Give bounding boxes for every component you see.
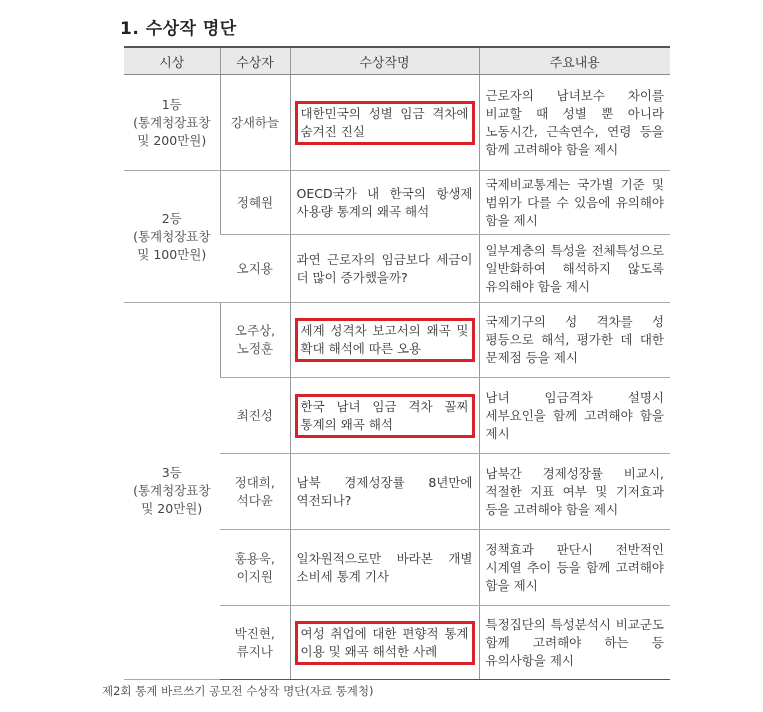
rank-label: 3등 [161, 465, 182, 480]
winner-name: 최진성 [236, 407, 273, 423]
rank-amount: 및 20만원) [141, 501, 203, 516]
winner-cell [220, 606, 290, 680]
rank-label: 1등 [161, 96, 182, 112]
description-cell: 남녀 임금격차 설명시 세부요인을 함께 고려해야 함을 제시 [479, 378, 670, 454]
highlighted-work-title: 세계 성격차 보고서의 왜곡 및 확대 해석에 따른 오용 [295, 318, 475, 362]
winner-cell [220, 530, 290, 606]
rank-prize: (통계청장표창 [133, 483, 211, 498]
description-cell: 특정집단의 특성분석시 비교군도 함께 고려해야 하는 등 유의사항을 제시 [479, 606, 670, 680]
winner-name: 오주상, [234, 323, 276, 338]
description-cell: 국제기구의 성 격차를 성 평등으로 해석, 평가한 데 대한 문제점 등을 제시 [479, 303, 670, 378]
rank-amount: 및 200만원) [137, 132, 207, 148]
header-award: 시상 [124, 47, 220, 75]
rank-amount: 및 100만원) [137, 246, 207, 262]
description-cell: 남북간 경제성장률 비교시, 적절한 지표 여부 및 기저효과 등을 고려해야 함을 제시 [479, 454, 670, 530]
rank-cell-2nd [124, 171, 220, 303]
table-row [124, 75, 670, 171]
winner-name: 정대희, [234, 474, 275, 490]
highlighted-work-title: 대한민국의 성별 임금 격차에 숨겨진 진실 [295, 101, 475, 145]
winner-name: 류지나 [236, 643, 273, 659]
description-cell: 정책효과 판단시 전반적인 시계열 추이 등을 함께 고려해야 함을 제시 [479, 530, 670, 606]
winner-name: 박진현, [234, 625, 275, 641]
winner-cell [220, 235, 290, 303]
section-title: 1. 수상작 명단 [120, 19, 237, 39]
highlighted-work-title: 여성 취업에 대한 편향적 통계 이용 및 왜곡 해석한 사례 [295, 621, 475, 665]
work-title-cell [290, 606, 479, 680]
winner-cell [220, 171, 290, 235]
rank-prize: (통계청장표창 [133, 228, 211, 244]
rank-cell-3rd [124, 303, 220, 680]
winner-name: 석다윤 [236, 492, 273, 508]
table-row [124, 303, 670, 378]
awards-table [124, 46, 670, 680]
work-title-cell [290, 303, 479, 378]
work-title-cell: 남북 경제성장률 8년만에 역전되나? [290, 454, 479, 530]
description-cell: 국제비교통계는 국가별 기준 및 범위가 다를 수 있음에 유의해야 함을 제시 [479, 171, 670, 235]
winner-name: 강새하늘 [230, 114, 280, 130]
description-cell: 일부계층의 특성을 전체특성으로 일반화하여 해석하지 않도록 유의해야 함을 제시 [479, 235, 670, 303]
work-title-cell [290, 75, 479, 171]
winner-name: 이지원 [236, 568, 273, 584]
work-title-cell: 일차원적으로만 바라본 개별 소비세 통계 기사 [290, 530, 479, 606]
work-title-cell: 과연 근로자의 임금보다 세금이 더 많이 증가했을까? [290, 235, 479, 303]
rank-label: 2등 [161, 210, 182, 226]
winner-cell [220, 303, 290, 378]
rank-prize: (통계청장표창 [133, 114, 211, 130]
work-title-cell [290, 378, 479, 454]
winner-name: 정혜원 [236, 194, 274, 210]
header-main-content: 주요내용 [479, 47, 670, 75]
header-work-title: 수상작명 [290, 47, 479, 75]
table-header-row [124, 47, 670, 75]
source-caption: 제2회 통계 바르쓰기 공모전 수상작 명단(자료 통계청) [102, 684, 374, 698]
highlighted-work-title: 한국 남녀 임금 격차 꼴찌 통계의 왜곡 해석 [295, 394, 475, 438]
work-title-cell: OECD국가 내 한국의 항생제 사용량 통계의 왜곡 해석 [290, 171, 479, 235]
winner-name: 오지용 [236, 260, 273, 276]
winner-name: 홍용욱, [234, 550, 275, 566]
winner-cell [220, 75, 290, 171]
header-winner: 수상자 [220, 47, 290, 75]
table-row [124, 171, 670, 235]
winner-cell [220, 378, 290, 454]
winner-cell [220, 454, 290, 530]
description-cell: 근로자의 남녀보수 차이를 비교할 때 성별 뿐 아니라 노동시간, 근속연수, 연령 등을 함께 고려해야 함을 제시 [479, 75, 670, 171]
rank-cell-1st [124, 75, 220, 171]
winner-name: 노정훈 [236, 341, 274, 356]
